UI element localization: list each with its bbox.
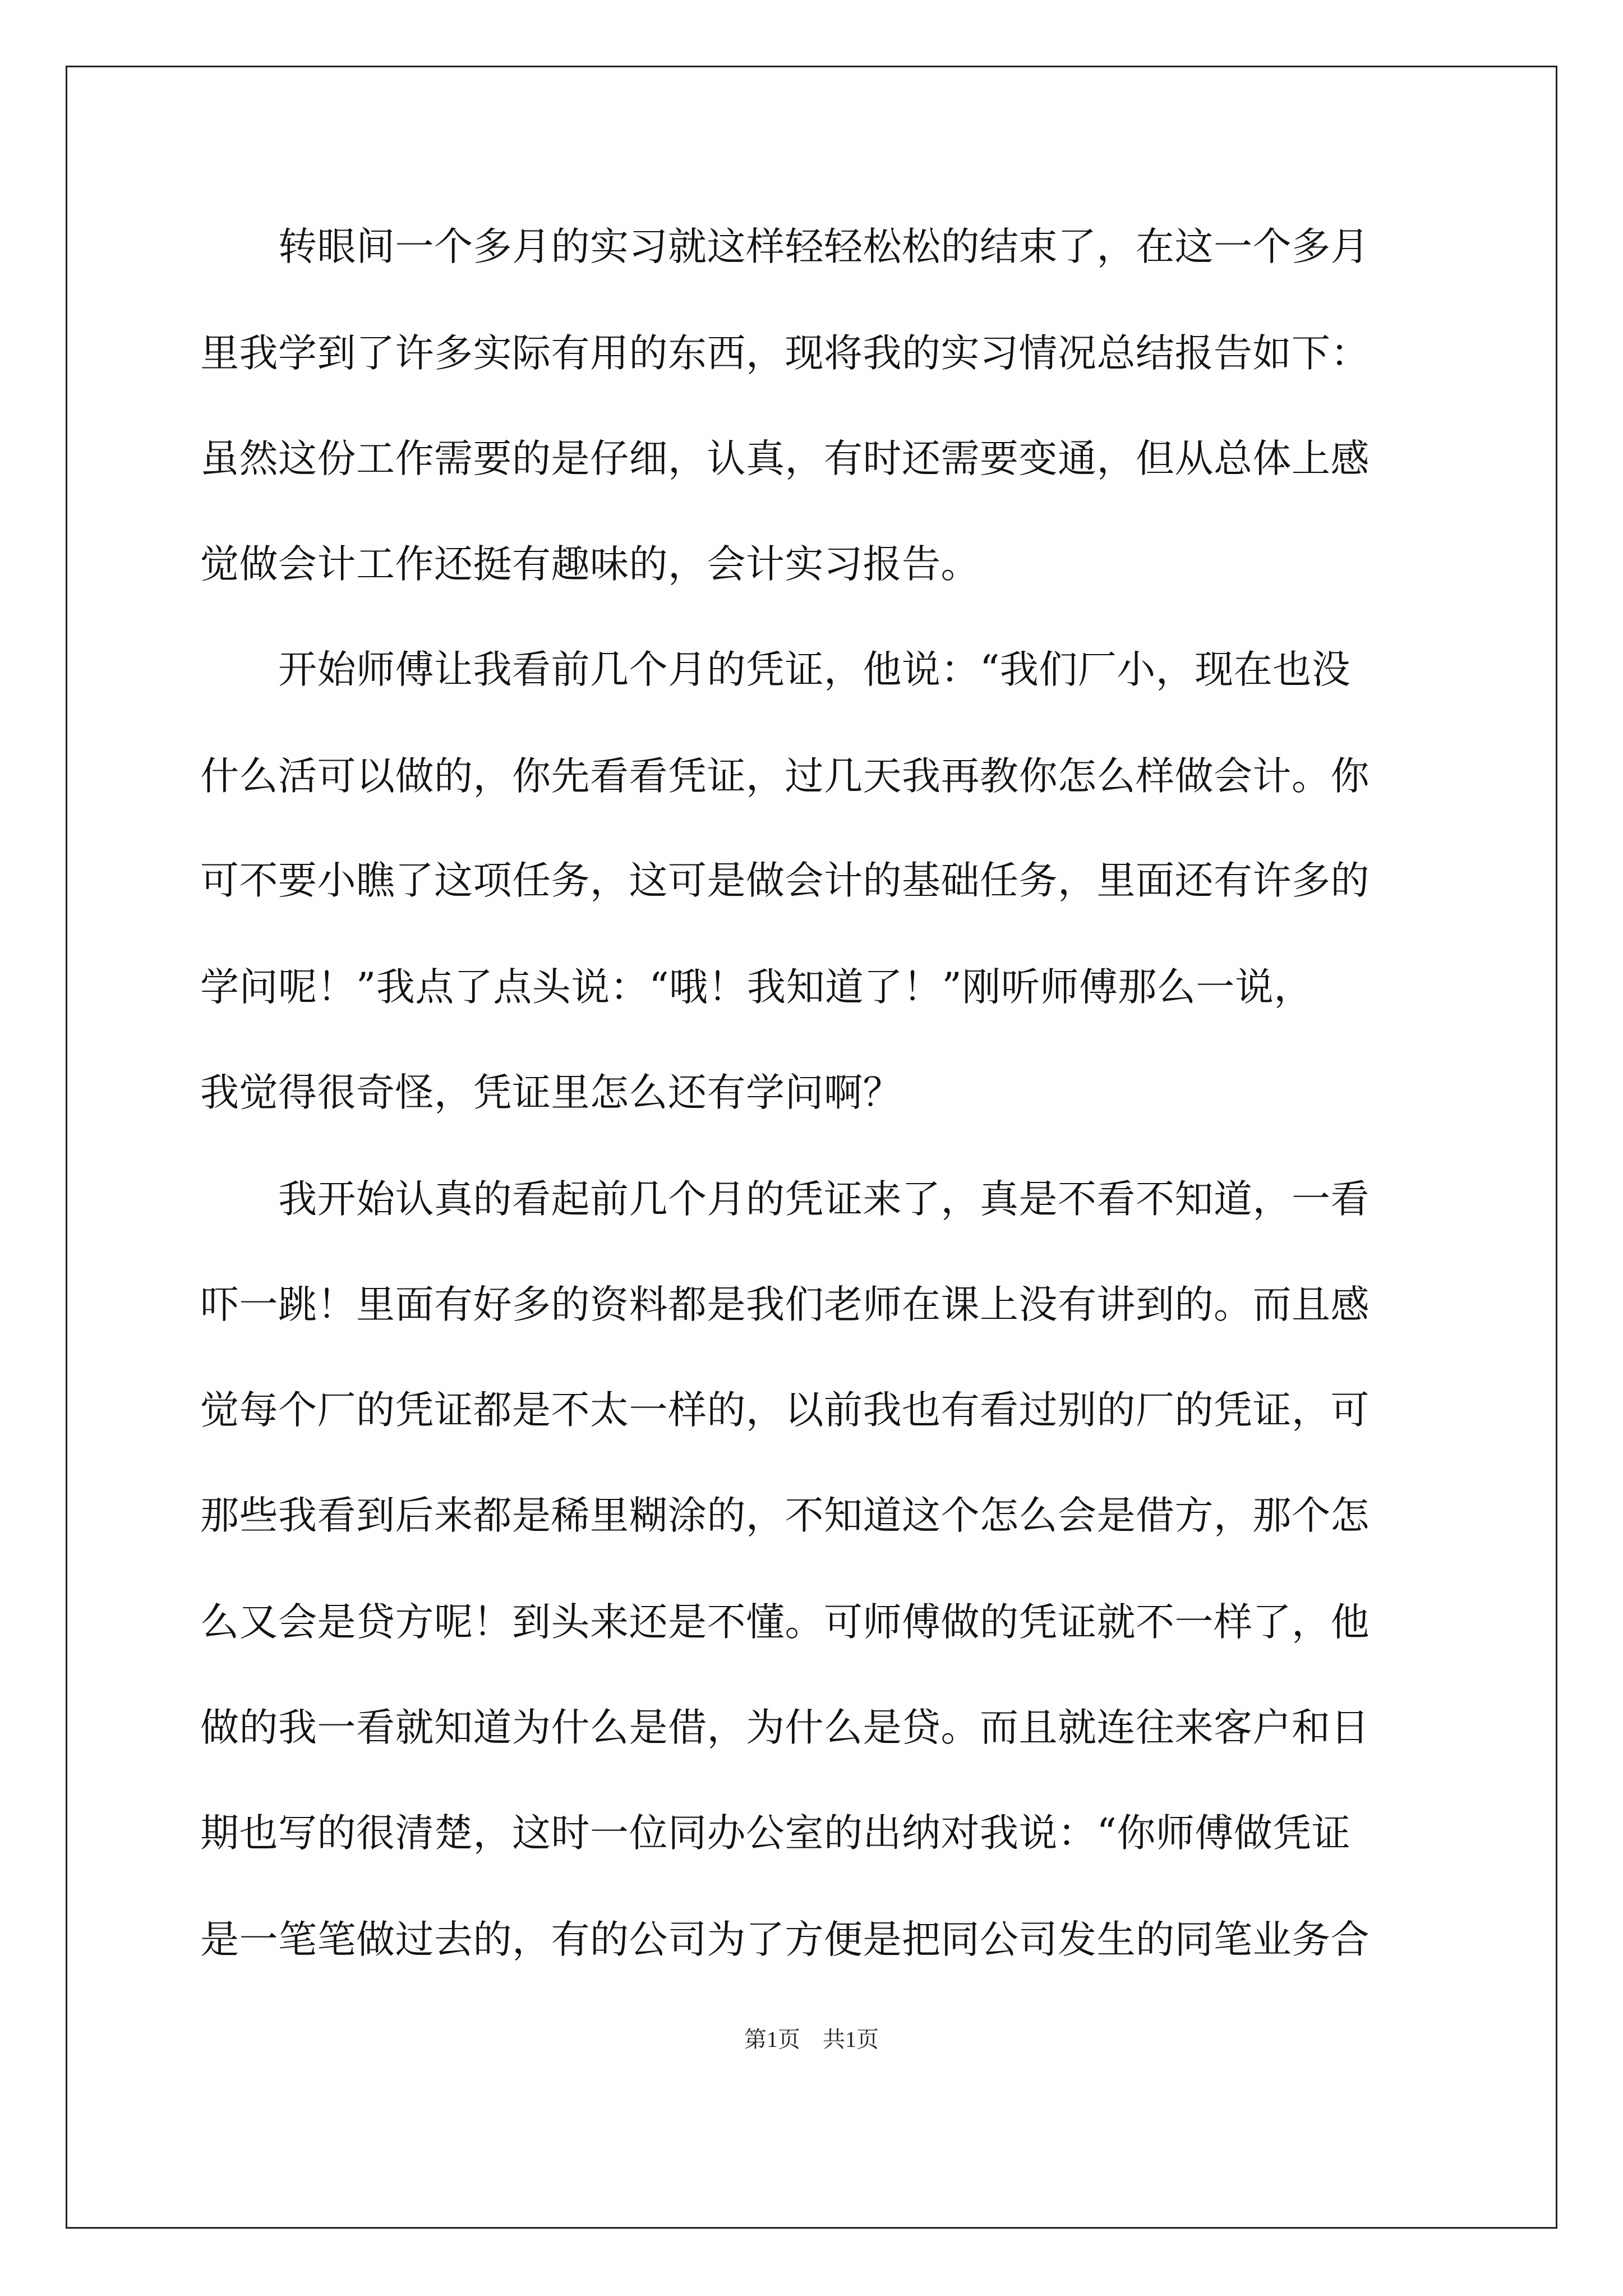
text-line: 么又会是贷方呢！到头来还是不懂。可师傅做的凭证就不一样了，他 bbox=[200, 1600, 1370, 1645]
text-line: 我开始认真的看起前几个月的凭证来了，真是不看不知道，一看 bbox=[200, 1177, 1370, 1222]
text-line: 觉每个厂的凭证都是不太一样的，以前我也有看过别的厂的凭证，可 bbox=[200, 1388, 1370, 1433]
text-line: 觉做会计工作还挺有趣味的，会计实习报告。 bbox=[200, 542, 980, 587]
text-line: 我觉得很奇怪，凭证里怎么还有学问啊？ bbox=[200, 1070, 902, 1115]
text-line: 开始师傅让我看前几个月的凭证，他说：“我们厂小，现在也没 bbox=[200, 647, 1351, 692]
page-border bbox=[66, 66, 1557, 2229]
text-line: 是一笔笔做过去的，有的公司为了方便是把同公司发生的同笔业务合 bbox=[200, 1917, 1370, 1962]
text-line: 学问呢！”我点了点头说：“哦！我知道了！”刚听师傅那么一说， bbox=[200, 965, 1313, 1010]
text-line: 虽然这份工作需要的是仔细，认真，有时还需要变通，但从总体上感 bbox=[200, 436, 1370, 481]
text-line: 里我学到了许多实际有用的东西，现将我的实习情况总结报告如下： bbox=[200, 331, 1370, 376]
text-line: 可不要小瞧了这项任务，这可是做会计的基础任务，里面还有许多的 bbox=[200, 858, 1370, 903]
text-line: 转眼间一个多月的实习就这样轻轻松松的结束了，在这一个多月 bbox=[200, 224, 1370, 269]
text-line: 吓一跳！里面有好多的资料都是我们老师在课上没有讲到的。而且感 bbox=[200, 1282, 1370, 1327]
text-line: 做的我一看就知道为什么是借，为什么是贷。而且就连往来客户和日 bbox=[200, 1705, 1370, 1750]
text-line: 那些我看到后来都是稀里糊涂的，不知道这个怎么会是借方，那个怎 bbox=[200, 1493, 1370, 1538]
page-number: 第1页 共1页 bbox=[744, 2027, 879, 2052]
text-line: 什么活可以做的，你先看看凭证，过几天我再教你怎么样做会计。你 bbox=[200, 754, 1370, 799]
text-line: 期也写的很清楚，这时一位同办公室的出纳对我说：“你师傅做凭证 bbox=[200, 1811, 1351, 1856]
